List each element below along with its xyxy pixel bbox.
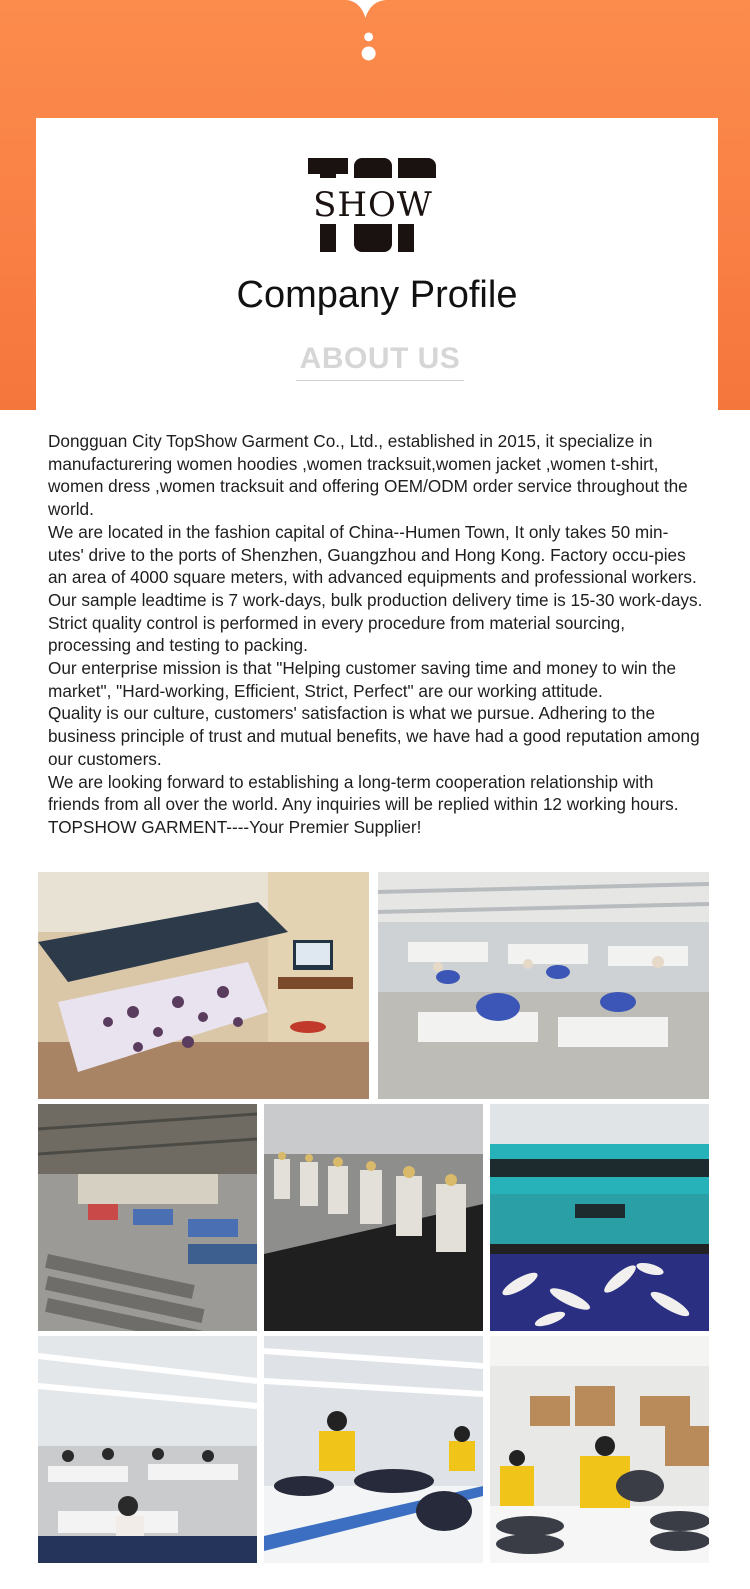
paragraph-cooperation: We are looking forward to establishing a long-term cooperation relationship with friends from all over the world. Any inquiries will be replied within 12 working hours. TOPSHOW GARMENT----Your Premier Supplier! — [48, 771, 679, 837]
embroidery-machines-photo — [264, 1104, 483, 1331]
paragraph-location: We are located in the fashion capital of China--Humen Town, It only takes 50 min-utes' drive to the ports of Shenzhen, Guangzhou and Hong Kong. Factory occu-pies an area of 4000 square meters, with advanced equipments and professional workers. — [48, 521, 697, 588]
page-title: Company Profile — [236, 274, 518, 316]
fabric-warehouse-photo — [38, 1104, 257, 1331]
banner-notch — [0, 0, 750, 70]
printing-machine-photo — [38, 872, 369, 1099]
sewing-line-photo — [38, 1336, 257, 1563]
packing-area-photo — [490, 1336, 709, 1563]
cutting-table-photo — [264, 1336, 483, 1563]
paragraph-mission: Our enterprise mission is that "Helping customer saving time and money to win the market", "Hard-working, Efficient, Strict, Perfect" are our working attitude. — [48, 658, 676, 701]
topshow-logo — [308, 156, 438, 256]
paragraph-quality: Quality is our culture, customers' satisfaction is what we pursue. Adhering to the business principle of trust and mutual benefits, we have had a good reputation among our customers. — [48, 703, 700, 769]
logo-wordmark: SHOW — [313, 185, 433, 225]
paragraph-intro: Dongguan City TopShow Garment Co., Ltd., established in 2015, it specialize in manufacturering women hoodies ,women tracksuit,women jacket ,women t-shirt, women dress ,women tracksuit and offering OEM/ODM order service throughout the world. — [48, 431, 688, 520]
section-subtitle: ABOUT US — [296, 342, 464, 381]
sublimation-printer-photo — [490, 1104, 709, 1331]
paragraph-leadtime: Our sample leadtime is 7 work-days, bulk production delivery time is 15-30 work-days. Strict quality control is performed in every procedure from material sourcing, processing and testing to packing. — [48, 589, 703, 656]
company-description — [48, 430, 704, 839]
profile-card — [36, 118, 718, 410]
sewing-workshop-photo — [378, 872, 709, 1099]
